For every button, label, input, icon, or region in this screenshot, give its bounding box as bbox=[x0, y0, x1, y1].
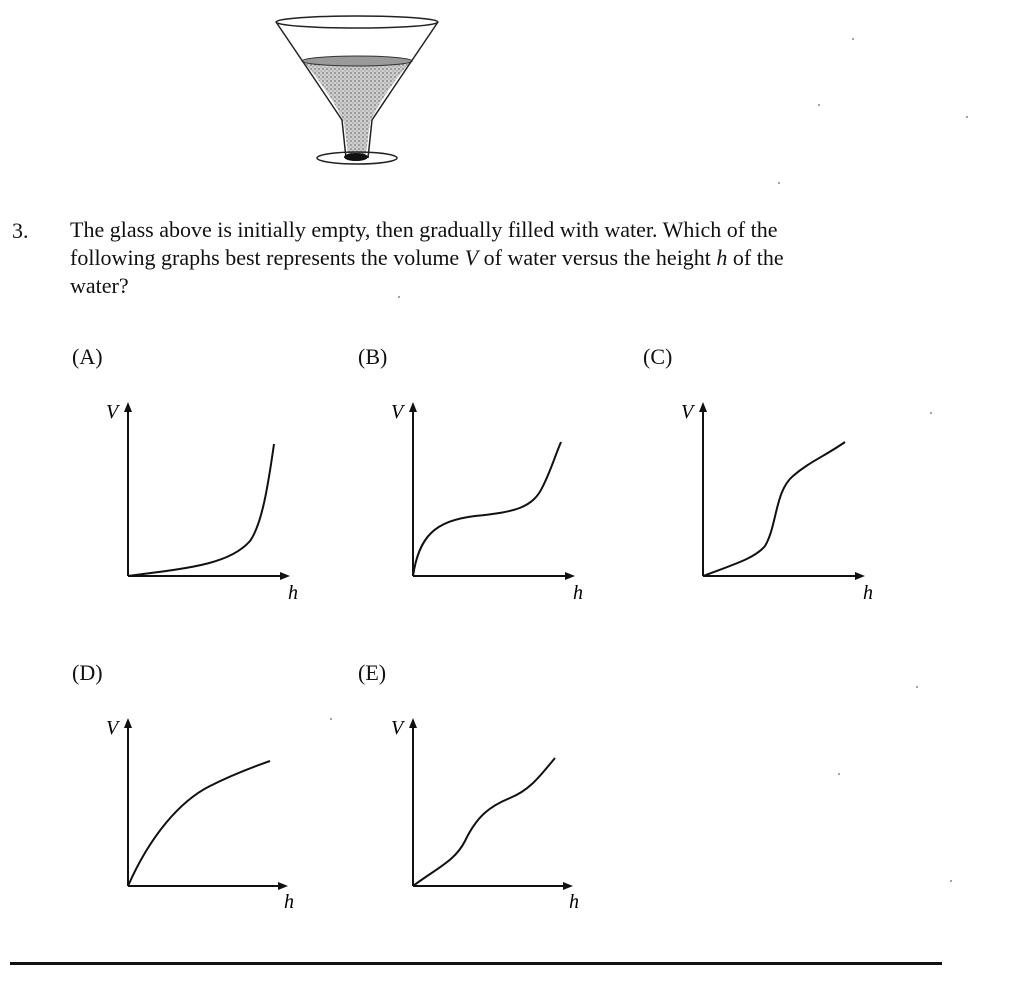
bottom-rule bbox=[10, 962, 942, 965]
graph-d[interactable] bbox=[100, 706, 294, 926]
scan-speck bbox=[330, 718, 332, 720]
option-d-label[interactable]: (D) bbox=[72, 660, 103, 685]
graph-d-curve bbox=[128, 761, 270, 886]
graph-b-curve bbox=[413, 442, 561, 576]
option-a-label[interactable]: (A) bbox=[72, 344, 103, 369]
graph-b-x-label: h bbox=[573, 582, 583, 604]
scan-speck bbox=[966, 116, 968, 118]
graph-c-x-label: h bbox=[863, 582, 873, 604]
graph-e-curve bbox=[413, 758, 555, 886]
graph-d-x-label: h bbox=[284, 891, 294, 913]
graph-d-y-label: V bbox=[106, 717, 119, 739]
graph-c-y-label: V bbox=[681, 401, 694, 423]
scan-speck bbox=[778, 182, 780, 184]
scan-speck bbox=[950, 880, 952, 882]
question-line-3: water? bbox=[70, 273, 129, 298]
scan-speck bbox=[916, 686, 918, 688]
graph-a-curve bbox=[128, 444, 274, 576]
question-line-2a: following graphs best represents the volume bbox=[70, 245, 465, 270]
graph-b-y-label: V bbox=[391, 401, 404, 423]
graph-b[interactable] bbox=[385, 396, 583, 616]
option-e-label[interactable]: (E) bbox=[358, 660, 387, 685]
scan-speck bbox=[398, 296, 400, 298]
variable-h: h bbox=[716, 245, 728, 270]
graph-a-y-label: V bbox=[106, 401, 119, 423]
glass-illustration bbox=[270, 12, 445, 172]
question-number: 3. bbox=[12, 218, 29, 243]
question-line-2c: of the bbox=[727, 245, 784, 270]
graph-e-y-label: V bbox=[391, 717, 404, 739]
question-line-2b: of water versus the height bbox=[478, 245, 717, 270]
question-text bbox=[70, 216, 930, 300]
scan-speck bbox=[818, 104, 820, 106]
scan-speck bbox=[838, 773, 840, 775]
graph-c[interactable] bbox=[675, 396, 873, 616]
scan-speck bbox=[930, 412, 932, 414]
graph-a-x-label: h bbox=[288, 582, 298, 604]
graph-c-curve bbox=[703, 442, 845, 576]
variable-v: V bbox=[464, 245, 479, 270]
scan-speck bbox=[852, 38, 854, 40]
graph-a[interactable] bbox=[100, 396, 298, 616]
option-c-label[interactable]: (C) bbox=[643, 344, 673, 369]
graph-e-x-label: h bbox=[569, 891, 579, 913]
graph-e[interactable] bbox=[385, 706, 579, 926]
option-b-label[interactable]: (B) bbox=[358, 344, 388, 369]
question-line-1: The glass above is initially empty, then gradually filled with water. Which of the bbox=[70, 217, 778, 242]
